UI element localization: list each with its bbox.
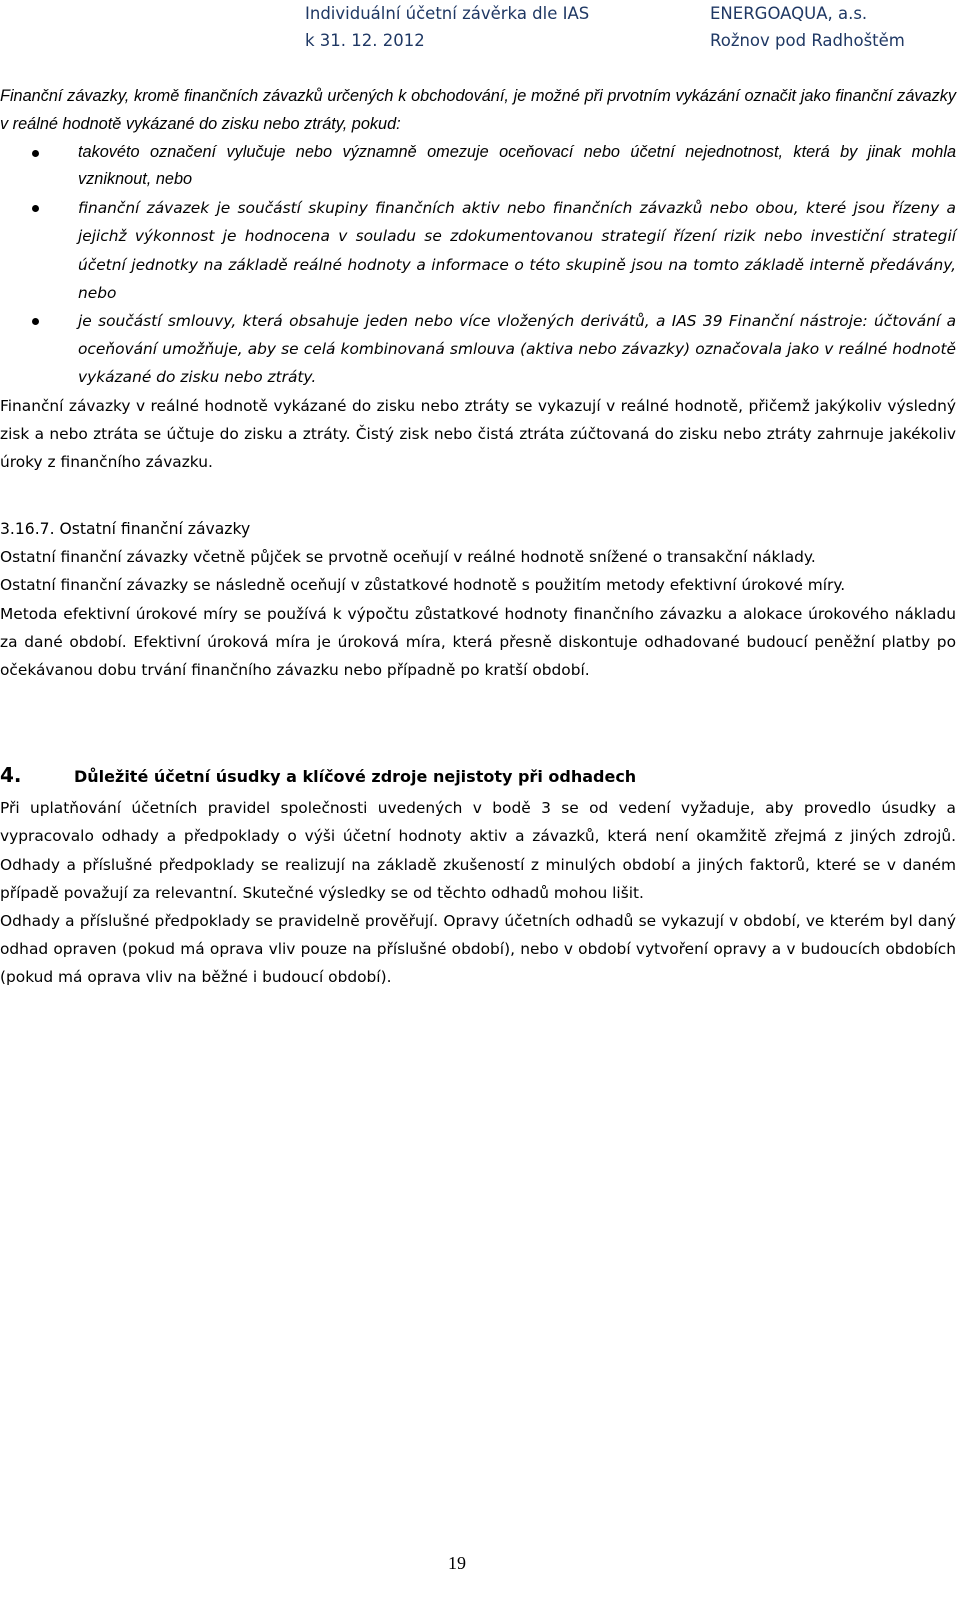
page-header	[0, 0, 960, 60]
header-company-info	[710, 0, 960, 54]
bullet-icon	[32, 318, 39, 325]
bullet-item-2	[0, 194, 956, 307]
header-company-location: Rožnov pod Radhoštěm	[710, 31, 905, 50]
other-liabilities-paragraph-1: Ostatní finanční závazky včetně půjček se prvotně oceňují v reálné hodnotě snížené o transakční náklady.	[0, 548, 816, 567]
section-heading-3-16-7: 3.16.7. Ostatní finanční závazky	[0, 520, 251, 539]
section-heading-4	[0, 758, 956, 794]
bullet-text-2: finanční závazek je součástí skupiny finančních aktiv nebo finančních závazků nebo obou, které jsou řízeny a jejichž výkonnost je hodnocena v souladu se zdokumentovanou strategií řízení rizik nebo investiční strategií účetní jednotky na základě reálné hodnoty a informace o této skupině jsou na tomto základě interně předávány, nebo	[78, 199, 956, 302]
header-report-info	[305, 0, 665, 54]
liabilities-bullet-list	[0, 139, 956, 392]
header-company-name: ENERGOAQUA, a.s.	[710, 4, 868, 23]
estimates-paragraph-2: Odhady a příslušné předpoklady se pravidelně prověřují. Opravy účetních odhadů se vykazují v období, ve kterém byl daný odhad opraven (pokud má oprava vliv pouze na příslušné období), nebo v období vytvoření opravy a v budoucích obdobích (pokud má oprava vliv na běžné i budoucí období).	[0, 912, 956, 987]
other-liabilities-paragraph-3: Metoda efektivní úrokové míry se používá k výpočtu zůstatkové hodnoty finančního závazku a alokace úrokového nákladu za dané období. Efektivní úroková míra je úroková míra, která přesně diskontuje odhadované budoucí peněžní platby po očekávanou dobu trvání finančního závazku nebo případně po kratší období.	[0, 604, 956, 680]
section-4-number: 4.	[0, 763, 22, 788]
liabilities-intro: Finanční závazky, kromě finančních závazků určených k obchodování, je možné při prvotním vykázání označit jako finanční závazky v reálné hodnotě vykázané do zisku nebo ztráty, pokud:	[0, 87, 956, 133]
bullet-item-1	[0, 139, 956, 195]
header-report-title: Individuální účetní závěrka dle IAS	[305, 4, 590, 23]
section-4-title: Důležité účetní úsudky a klíčové zdroje nejistoty při odhadech	[74, 767, 637, 787]
bullet-text-3: je součástí smlouvy, která obsahuje jeden nebo více vložených derivátů, a IAS 39 Finanční nástroje: účtování a oceňování umožňuje, aby se celá kombinovaná smlouva (aktiva nebo závazky) označovala jako v reálné hodnotě vykázané do zisku nebo ztráty.	[78, 312, 956, 387]
bullet-icon	[32, 205, 39, 212]
bullet-icon	[32, 150, 39, 157]
liabilities-closing-paragraph: Finanční závazky v reálné hodnotě vykázané do zisku nebo ztráty se vykazují v reálné hodnotě, přičemž jakýkoliv výsledný zisk a nebo ztráta se účtuje do zisku a ztráty. Čistý zisk nebo čistá ztráta zúčtovaná do zisku nebo ztráty zahrnuje jakékoliv úroky z finančního závazku.	[0, 396, 956, 472]
other-liabilities-paragraph-2: Ostatní finanční závazky se následně oceňují v zůstatkové hodnotě s použitím metody efektivní úrokové míry.	[0, 576, 846, 595]
page-number: 19	[448, 1553, 466, 1573]
document-body	[0, 83, 956, 992]
bullet-text-1: takovéto označení vylučuje nebo významně omezuje oceňovací nebo účetní nejednotnost, která by jinak mohla vzniknout, nebo	[78, 142, 956, 189]
bullet-item-3	[0, 307, 956, 392]
header-report-date: k 31. 12. 2012	[305, 31, 425, 50]
estimates-paragraph-1: Při uplatňování účetních pravidel společnosti uvedených v bodě 3 se od vedení vyžaduje, aby provedlo úsudky a vypracovalo odhady a předpoklady o výši účetní hodnoty aktiv a závazků, která není okamžitě zřejmá z jiných zdrojů. Odhady a příslušné předpoklady se realizují na základě zkušeností z minulých období a jiných faktorů, které se v daném případě považují za relevantní. Skutečné výsledky se od těchto odhadů mohou lišit.	[0, 799, 956, 902]
